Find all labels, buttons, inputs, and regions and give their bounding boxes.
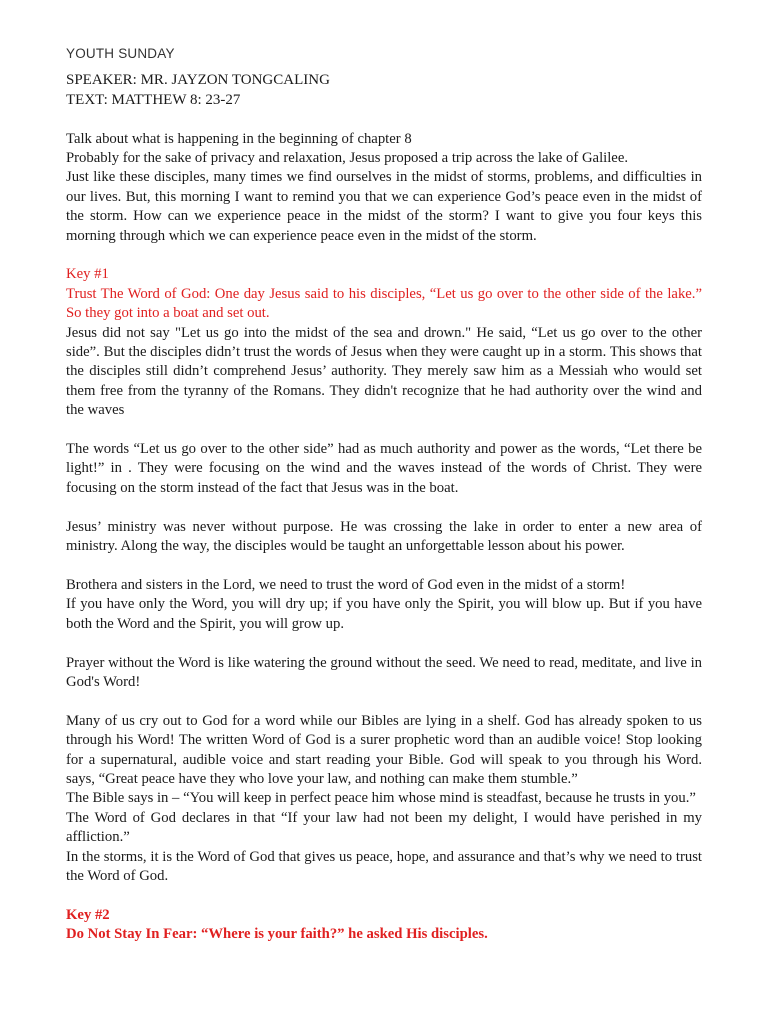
key1-heading: Trust The Word of God: One day Jesus said to his disciples, “Let us go over to the other side of the lake.” So they got into a boat and set out. bbox=[66, 285, 702, 322]
scripture-text-line: TEXT: MATTHEW 8: 23-27 bbox=[66, 91, 241, 108]
intro-paragraph: Probably for the sake of privacy and relaxation, Jesus proposed a trip across the lake of Galilee. bbox=[66, 150, 629, 167]
speaker-line: SPEAKER: MR. JAYZON TONGCALING bbox=[66, 72, 330, 89]
body-paragraph: The Word of God declares in that “If your law had not been my delight, I would have perished in my affliction.” bbox=[66, 809, 702, 846]
body-paragraph: Many of us cry out to God for a word while our Bibles are lying in a shelf. God has already spoken to us through his Word! The written Word of God is a surer prophetic word than an audible voice! Stop looking for a supernatural, audible voice and start reading your Bible. God will speak to you through his Word. says, “Great peace have they who love your law, and nothing can make them stumble.” bbox=[66, 712, 702, 787]
body-paragraph: In the storms, it is the Word of God that gives us peace, hope, and assurance and that’s why we need to trust the Word of God. bbox=[66, 848, 702, 884]
intro-paragraph: Just like these disciples, many times we find ourselves in the midst of storms, problems, and difficulties in our lives. But, this morning I want to remind you that we can experience God’s peace even in the midst of the storm. How can we experience peace in the midst of the storm? I want to give you four keys this morning through which we can experience peace even in the midst of the storm. bbox=[66, 169, 702, 244]
intro-paragraph: Talk about what is happening in the beginning of chapter 8 bbox=[66, 130, 412, 147]
body-paragraph: The Bible says in – “You will keep in perfect peace him whose mind is steadfast, because he trusts in you.” bbox=[66, 790, 696, 807]
body-paragraph: Prayer without the Word is like watering the ground without the seed. We need to read, meditate, and live in God's Word! bbox=[66, 654, 702, 690]
key1-title: Key #1 bbox=[66, 266, 109, 283]
body-paragraph: If you have only the Word, you will dry up; if you have only the Spirit, you will blow up. But if you have both the Word and the Spirit, you will grow up. bbox=[66, 596, 702, 632]
key2-title: Key #2 bbox=[66, 906, 110, 923]
body-paragraph: Brothera and sisters in the Lord, we need to trust the word of God even in the midst of a storm! bbox=[66, 576, 626, 593]
body-paragraph: Jesus did not say "Let us go into the midst of the sea and drown." He said, “Let us go over to the other side”. But the disciples didn’t trust the words of Jesus when they were caught up in a storm. This shows that the disciples still didn’t comprehend Jesus’ authority. They merely saw him as a Messiah who would set them free from the tyranny of the Romans. They didn't recognize that he had authority over the wind and the waves bbox=[66, 324, 702, 419]
key2-heading: Do Not Stay In Fear: “Where is your faith?” he asked His disciples. bbox=[66, 926, 488, 943]
body-paragraph: The words “Let us go over to the other side” had as much authority and power as the words, “Let there be light!” in . They were focusing on the wind and the waves instead of the words of Christ. They were focusing on the storm instead of the fact that Jesus was in the boat. bbox=[66, 441, 702, 496]
body-paragraph: Jesus’ ministry was never without purpose. He was crossing the lake in order to enter a new area of ministry. Along the way, the disciples would be taught an unforgettable lesson about his power. bbox=[66, 518, 702, 555]
document-label: YOUTH SUNDAY bbox=[66, 46, 175, 61]
